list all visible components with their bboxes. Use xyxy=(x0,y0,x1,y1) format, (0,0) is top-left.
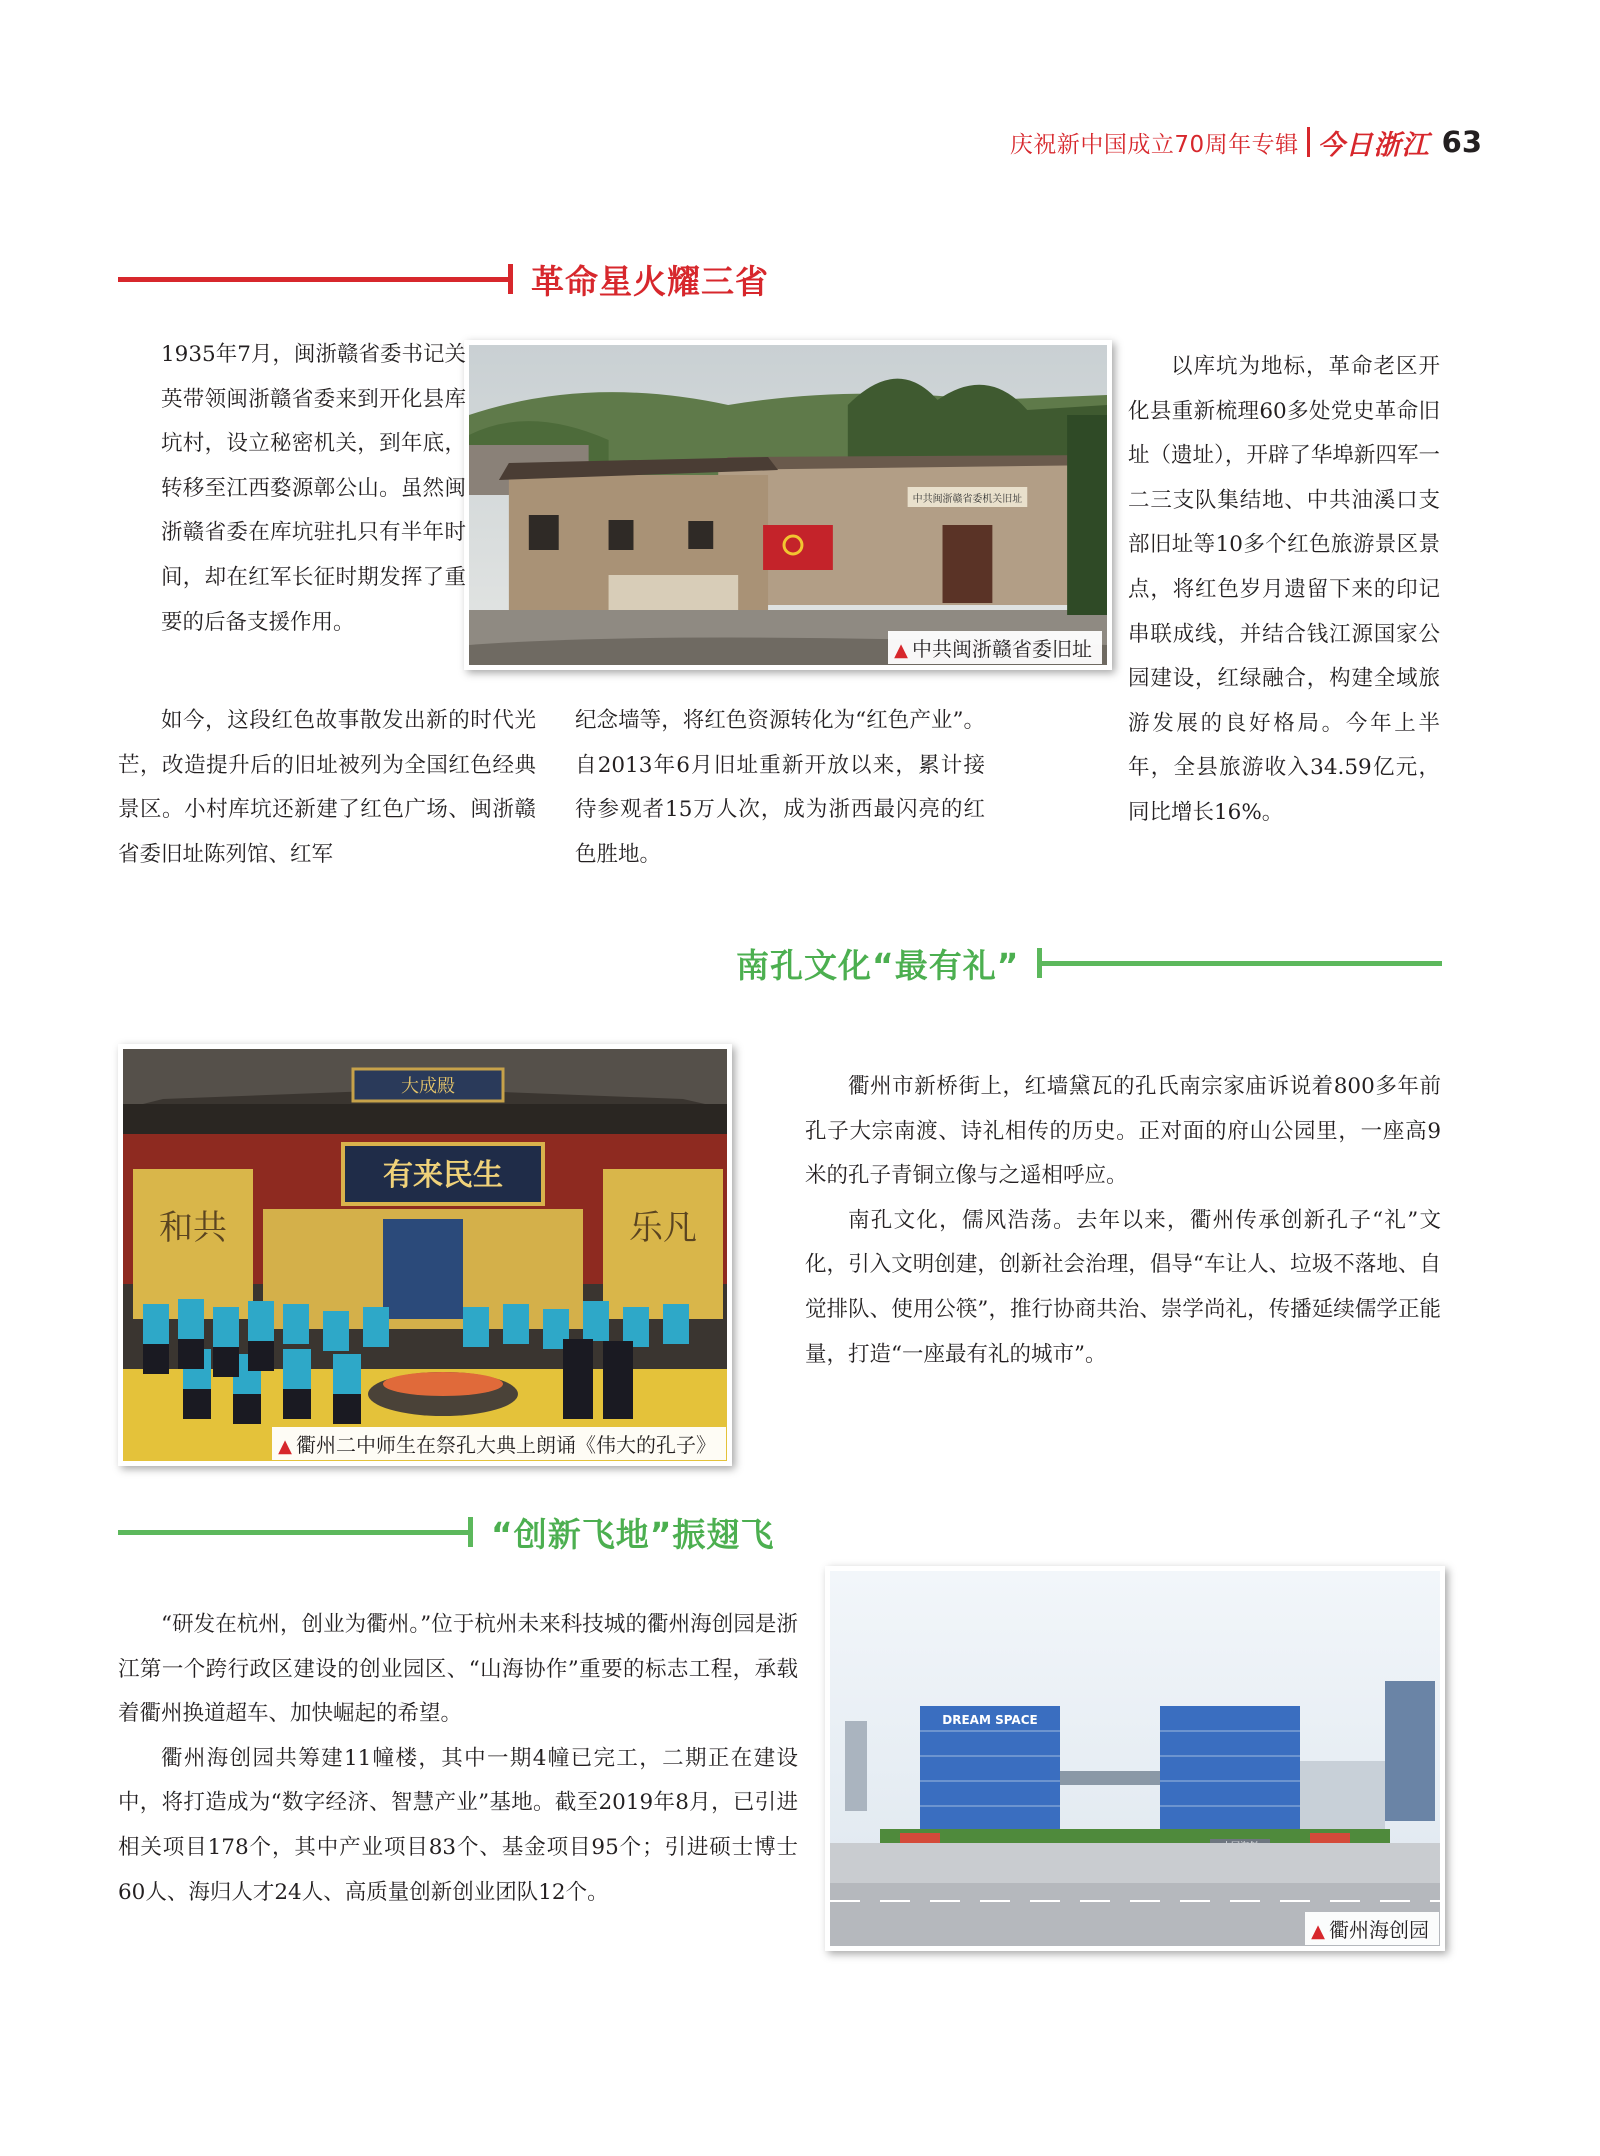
photo-caption xyxy=(1305,1912,1439,1945)
section1-column-1 xyxy=(118,333,466,645)
photo-confucius-ceremony xyxy=(118,1044,732,1466)
section-title: 革命星火耀三省 xyxy=(531,261,769,301)
photo-innovation-park xyxy=(825,1566,1445,1951)
section-title: “创新飞地”振翅飞 xyxy=(491,1514,775,1554)
paragraph: 纪念墙等，将红色资源转化为“红色产业”。自2013年6月旧址重新开放以来，累计接待参观者15万人次，成为浙西最闪亮的红色胜地。 xyxy=(575,708,985,867)
section-title: 南孔文化“最有礼” xyxy=(736,945,1020,985)
section-heading-confucian xyxy=(718,938,1442,988)
innovation-park-image xyxy=(830,1571,1440,1946)
section-heading-revolution xyxy=(118,254,818,304)
photo-caption xyxy=(888,631,1102,664)
revolution-site-image xyxy=(469,345,1107,665)
heading-rule xyxy=(118,277,508,282)
caption-text: 中共闽浙赣省委旧址 xyxy=(912,637,1092,661)
section1-column-2 xyxy=(575,699,985,877)
paragraph: 1935年7月，闽浙赣省委书记关英带领闽浙赣省委来到开化县库坑村，设立秘密机关，到年底，转移至江西婺源鄣公山。虽然闽浙赣省委在库坑驻扎只有半年时间，却在红军长征时期发挥了重要的后备支援作用。 xyxy=(161,342,466,635)
paragraph: 以库坑为地标，革命老区开化县重新梳理60多处党史革命旧址（遗址），开辟了华埠新四军一二三支队集结地、中共油溪口支部旧址等10多个红色旅游景区景点，将红色岁月遗留下来的印记串联成线，并结合钱江源国家公园建设，红绿融合，构建全域旅游发展的良好格局。今年上半年，全县旅游收入34.59亿元，同比增长16%。 xyxy=(1128,354,1440,825)
paragraph: 衢州海创园共筹建11幢楼，其中一期4幢已完工，二期正在建设中，将打造成为“数字经济、智慧产业”基地。截至2019年8月，已引进相关项目178个，其中产业项目83个、基金项目95个；引进硕士博士60人、海归人才24人、高质量创新创业团队12个。 xyxy=(118,1745,798,1905)
paragraph: “研发在杭州，创业为衢州。”位于杭州未来科技城的衢州海创园是浙江第一个跨行政区建设的创业园区、“山海协作”重要的标志工程，承载着衢州换道超车、加快崛起的希望。 xyxy=(118,1612,798,1727)
section1-column-3 xyxy=(1128,345,1440,836)
top-plaque: 大成殿 xyxy=(401,1076,455,1097)
photo-caption xyxy=(272,1427,726,1460)
site-sign: 中共闽浙赣省委机关旧址 xyxy=(912,493,1023,506)
caption-text: 衢州二中师生在祭孔大典上朗诵《伟大的孔子》 xyxy=(296,1433,716,1457)
magazine-logo: 今日浙江 xyxy=(1317,129,1430,161)
page-number: 63 xyxy=(1441,125,1482,159)
header-title: 庆祝新中国成立70周年专辑 xyxy=(1009,131,1299,158)
header-divider xyxy=(1307,127,1310,157)
page-header xyxy=(1010,122,1482,162)
banner-left: 和共 xyxy=(159,1208,227,1248)
paragraph: 如今，这段红色故事散发出新的时代光芒，改造提升后的旧址被列为全国红色经典景区。小村库坑还新建了红色广场、闽浙赣省委旧址陈列馆、红军 xyxy=(118,708,536,867)
section3-text xyxy=(118,1603,798,1915)
section-heading-innovation xyxy=(118,1507,878,1557)
paragraph: 衢州市新桥街上，红墙黛瓦的孔氏南宗家庙诉说着800多年前孔子大宗南渡、诗礼相传的历史。正对面的府山公园里，一座高9米的孔子青铜立像与之遥相呼应。 xyxy=(805,1074,1441,1189)
banner-right: 乐凡 xyxy=(629,1208,697,1248)
section1-column-1-bottom xyxy=(118,699,536,877)
caption-triangle-icon: ▲ xyxy=(1311,1921,1325,1942)
heading-rule xyxy=(118,1530,468,1535)
caption-triangle-icon: ▲ xyxy=(894,640,908,661)
ceremony-image xyxy=(123,1049,727,1461)
building-sign: DREAM SPACE xyxy=(942,1713,1038,1727)
photo-revolution-site xyxy=(464,340,1112,670)
caption-text: 衢州海创园 xyxy=(1329,1918,1429,1942)
section2-text xyxy=(805,1065,1441,1377)
caption-triangle-icon: ▲ xyxy=(278,1436,292,1457)
hall-plaque: 有来民生 xyxy=(383,1158,503,1193)
heading-rule xyxy=(1042,961,1442,966)
paragraph: 南孔文化，儒风浩荡。去年以来，衢州传承创新孔子“礼”文化，引入文明创建，创新社会治理，倡导“车让人、垃圾不落地、自觉排队、使用公筷”，推行协商共治、崇学尚礼，传播延续儒学正能量，打造“一座最有礼的城市”。 xyxy=(805,1207,1441,1367)
